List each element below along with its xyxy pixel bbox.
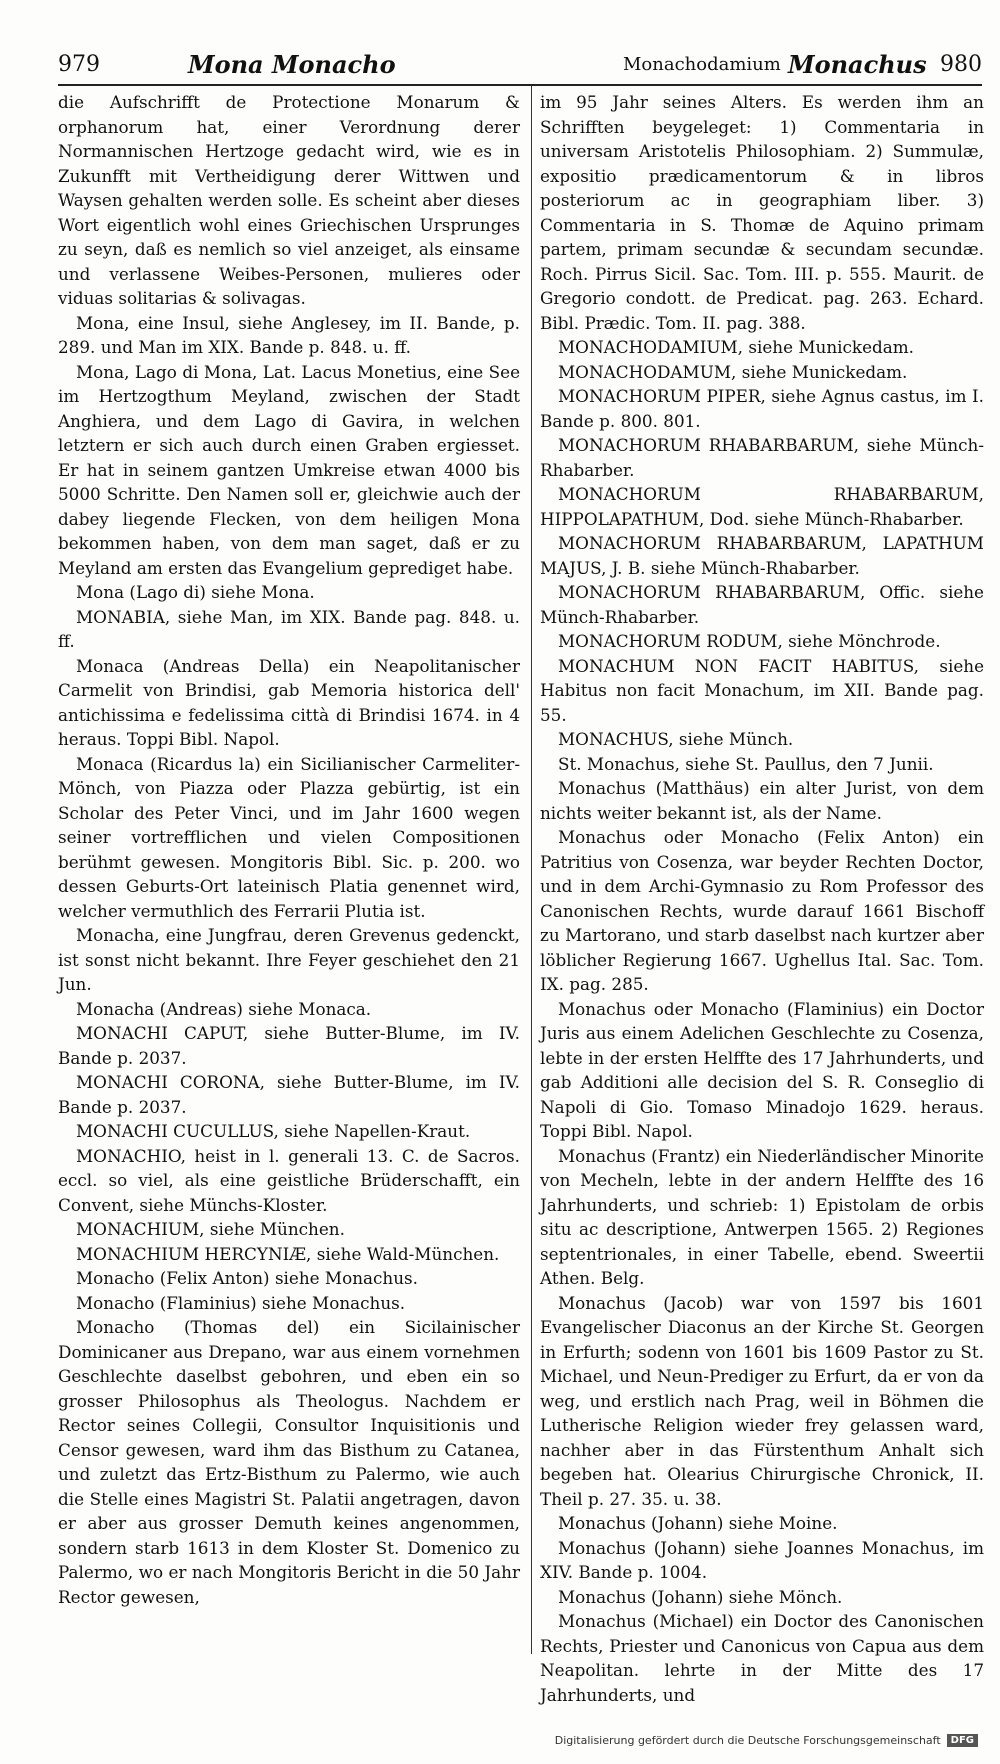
- dictionary-entry: MONABIA, siehe Man, im XIX. Bande pag. 848. u. ff.: [58, 606, 520, 651]
- dictionary-entry: MONACHUS, siehe Münch.: [558, 729, 794, 749]
- dictionary-entry: Monachus (Johann) siehe Moine.: [558, 1513, 838, 1533]
- dictionary-entry: MONACHI CUCULLUS, siehe Napellen-Kraut.: [76, 1121, 471, 1141]
- dictionary-entry: Monacha, eine Jungfrau, deren Grevenus gedenckt, ist sonst nicht bekannt. Ihre Feyer geschiehet den 21 Jun.: [58, 925, 520, 994]
- dictionary-entry: MONACHI CORONA, siehe Butter-Blume, im IV. Bande p. 2037.: [58, 1072, 520, 1117]
- footer-text: Digitalisierung gefördert durch die Deutsche Forschungsgemeinschaft: [554, 1734, 941, 1747]
- page-number-right: 980: [940, 52, 982, 77]
- dictionary-entry: Monachus (Matthäus) ein alter Jurist, von dem nichts weiter bekannt ist, als der Name.: [540, 778, 984, 823]
- dictionary-entry: MONACHORUM RODUM, siehe Mönchrode.: [558, 631, 941, 651]
- dictionary-entry: Monaca (Ricardus la) ein Sicilianischer Carmeliter-Mönch, von Piazza oder Plazza gebürtig, ist ein Scholar des Peter Vinci, und im Jahr 1600 wegen seiner vortrefflichen und vielen Compositionen berühmt gewesen. Mongitoris Bibl. Sic. p. 200. wo dessen Geburts-Ort lateinisch Platia genennet wird, welcher vermuthlich des Ferrarii Plutia ist.: [58, 753, 520, 921]
- running-head-left: Mona Monacho: [188, 50, 396, 79]
- dictionary-entry: MONACHI CAPUT, siehe Butter-Blume, im IV. Bande p. 2037.: [58, 1023, 520, 1068]
- header-rule: [58, 84, 982, 86]
- dictionary-entry: Monachus (Johann) siehe Joannes Monachus, im XIV. Bande p. 1004.: [540, 1537, 984, 1582]
- dictionary-entry: MONACHIO, heist in l. generali 13. C. de Sacros. eccl. so viel, als eine geistliche Brüderschafft, ein Convent, siehe Münchs-Kloster.: [58, 1145, 520, 1215]
- dictionary-entry: Monacha (Andreas) siehe Monaca.: [76, 998, 372, 1019]
- page-number-left: 979: [58, 52, 100, 77]
- left-column: [58, 90, 520, 1609]
- running-head-right-first: Monachodamium: [623, 54, 781, 75]
- dictionary-entry: St. Monachus, siehe St. Paullus, den 7 Junii.: [558, 753, 934, 774]
- page-header: [58, 52, 982, 86]
- dictionary-entry: Monacho (Flaminius) siehe Monachus.: [76, 1292, 406, 1313]
- dictionary-entry: MONACHORUM RHABARBARUM, Offic. siehe Münch-Rhabarber.: [540, 582, 984, 627]
- dictionary-entry: MONACHIUM, siehe München.: [76, 1219, 345, 1239]
- dictionary-entry: die Aufschrifft de Protectione Monarum & orphanorum hat, einer Verordnung derer Normannischen Hertzoge gedacht wird, wie es in Zukunfft mit Vertheidigung derer Wittwen und Waysen gehalten werden solle. Es scheint aber dieses Wort eigentlich wohl eines Griechischen Ursprunges zu seyn, daß es nemlich so viel anzeiget, als einsame und verlassene Weibes-Personen, mulieres oder viduas solitarias & solivagas.: [58, 92, 520, 308]
- dictionary-entry: MONACHODAMUM, siehe Munickedam.: [558, 361, 908, 382]
- dictionary-entry: Monachus oder Monacho (Felix Anton) ein Patritius von Cosenza, war beyder Rechten Doctor, und in dem Archi-Gymnasio zu Rom Professor des Canonischen Rechts, wurde darauf 1661 Bischoff zu Martorano, und starb daselbst nach kurtzer aber löblicher Regierung 1667. Ughellus Ital. Sac. Tom. IX. pag. 285.: [540, 827, 984, 994]
- dictionary-entry: MONACHORUM RHABARBARUM, siehe Münch-Rhabarber.: [540, 435, 984, 480]
- dictionary-entry: Monaca (Andreas Della) ein Neapolitanischer Carmelit von Brindisi, gab Memoria historica dell' antichissima e fedelissima città di Brindisi 1674. in 4 heraus. Toppi Bibl. Napol.: [58, 655, 520, 749]
- right-column: [540, 90, 984, 1707]
- dictionary-entry: Monachus (Jacob) war von 1597 bis 1601 Evangelischer Diaconus an der Kirche St. Georgen in Erfurth; sodenn von 1601 bis 1609 Pastor zu St. Michael, und Neun-Prediger zu Erfurt, da er von da weg, und erstlich nach Prag, weil in Böhmen die Lutherische Religion wieder frey gelassen ward, nachher aber in das Fürstenthum Anhalt sich begeben hat. Olearius Chirurgische Chronick, II. Theil p. 27. 35. u. 38.: [540, 1292, 984, 1509]
- dictionary-entry: Monachus (Johann) siehe Mönch.: [558, 1586, 843, 1607]
- dictionary-entry: Mona (Lago di) siehe Mona.: [76, 582, 315, 602]
- dictionary-entry: MONACHORUM RHABARBARUM, LAPATHUM MAJUS, J. B. siehe Münch-Rhabarber.: [540, 533, 984, 578]
- dfg-logo: DFG: [947, 1734, 978, 1747]
- dictionary-entry: Monacho (Thomas del) ein Sicilainischer Dominicaner aus Drepano, war aus einem vornehmen Geschlechte daselbst gebohren, und eben ein so grosser Philosophus als Theologus. Nachdem er Rector seines Collegii, Consultor Inquisitionis und Censor gewesen, ward ihm das Bisthum zu Catanea, und zuletzt das Ertz-Bisthum zu Palermo, wie auch die Stelle eines Magistri St. Palatii angetragen, davon er aber aus grosser Demuth keines angenommen, sondern starb 1613 in dem Kloster St. Domenico zu Palermo, wo er nach Mongitoris Bericht in die 50 Jahr Rector gewesen,: [58, 1317, 520, 1607]
- dictionary-entry: MONACHORUM RHABARBARUM, HIPPOLAPATHUM, Dod. siehe Münch-Rhabarber.: [540, 484, 984, 529]
- dictionary-entry: Monachus (Frantz) ein Niederländischer Minorite von Mecheln, lebte in der andern Helffte des 16 Jahrhunderts, und schrieb: 1) Epistolam de orbis situ ac descriptione, Antwerpen 1565. 2) Regiones septentrionales, in einer Tabelle, ebend. Sweertii Athen. Belg.: [540, 1145, 984, 1288]
- dictionary-entry: Mona, Lago di Mona, Lat. Lacus Monetius, eine See im Hertzogthum Meyland, zwischen der Stadt Anghiera, und dem Lago di Gavira, in welchen letztern er sich auch durch einen Graben ergiesset. Er hat in seinem gantzen Umkreise etwan 4000 bis 5000 Schritte. Den Namen soll er, gleichwie auch der dabey liegende Flecken, von dem heiligen Mona bekommen haben, von dem man saget, daß er zu Meyland am ersten das Evangelium geprediget habe.: [58, 361, 520, 578]
- dictionary-entry: im 95 Jahr seines Alters. Es werden ihm an Schrifften beygeleget: 1) Commentaria in universam Aristotelis Philosophiam. 2) Summulæ, expositio prædicamentorum & in libros posteriorum ac in geographiam liber. 3) Commentaria in S. Thomæ de Aquino primam partem, primam secundæ & secundam secundæ. Roch. Pirrus Sicil. Sac. Tom. III. p. 555. Maurit. de Gregorio condott. de Predicat. pag. 263. Echard. Bibl. Prædic. Tom. II. pag. 388.: [540, 92, 984, 333]
- dictionary-entry: MONACHIUM HERCYNIÆ, siehe Wald-München.: [76, 1243, 500, 1264]
- column-divider: [531, 86, 532, 1654]
- dictionary-entry: MONACHORUM PIPER, siehe Agnus castus, im I. Bande p. 800. 801.: [540, 386, 984, 431]
- running-head-right-last: Monachus: [788, 50, 927, 79]
- dictionary-entry: Monacho (Felix Anton) siehe Monachus.: [76, 1268, 418, 1288]
- dictionary-entry: MONACHUM NON FACIT HABITUS, siehe Habitus non facit Monachum, im XII. Bande pag. 55.: [540, 655, 984, 725]
- dictionary-entry: Monachus (Michael) ein Doctor des Canonischen Rechts, Priester und Canonicus von Capua aus dem Neapolitan. lehrte in der Mitte des 17 Jahrhunderts, und: [540, 1611, 984, 1705]
- digitization-footer: [555, 1734, 978, 1747]
- dictionary-entry: Mona, eine Insul, siehe Anglesey, im II. Bande, p. 289. und Man im XIX. Bande p. 848. u. ff.: [58, 312, 520, 357]
- dictionary-entry: MONACHODAMIUM, siehe Munickedam.: [558, 337, 914, 357]
- dictionary-entry: Monachus oder Monacho (Flaminius) ein Doctor Juris aus einem Adelichen Geschlechte zu Cosenza, lebte in der ersten Helffte des 17 Jahrhunderts, und gab Additioni alle decision del S. R. Conseglio di Napoli di Gio. Tomaso Minadojo 1629. heraus. Toppi Bibl. Napol.: [540, 998, 984, 1141]
